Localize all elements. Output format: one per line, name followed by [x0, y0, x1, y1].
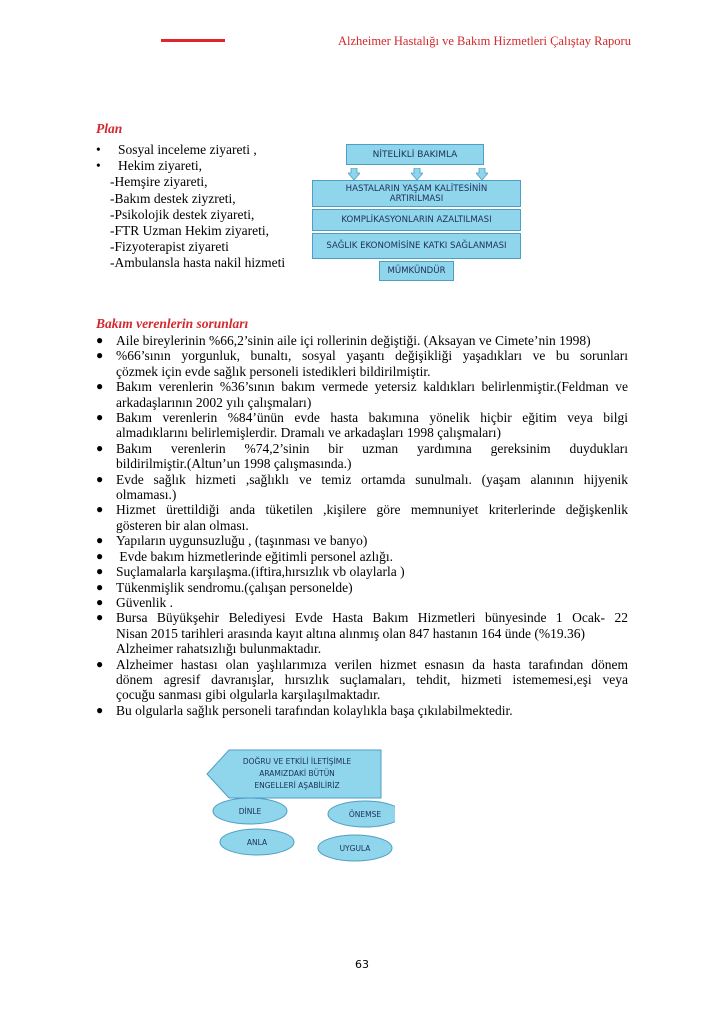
diagram-box-complications: KOMPLİKASYONLARIN AZALTILMASI — [312, 209, 521, 231]
diagram-box-quality: HASTALARIN YAŞAM KALİTESİNİN ARTIRILMASI — [312, 180, 521, 207]
diagram-box-economy: SAĞLIK EKONOMİSİNE KATKI SAĞLANMASI — [312, 233, 521, 259]
label-uygula: UYGULA — [339, 844, 371, 853]
diagram-top-box: NİTELİKLİ BAKIMLA — [346, 144, 484, 165]
list-item: ● Alzheimer hastası olan yaşlılarımıza verilen hizmet esnasın da hasta tarafından dönem dönem agresif davranışlar, hırsızlık suçlamaları, tehdit, hizmeti istememesi,eşi veya çocuğu sanması gibi olgularla karşılaşılmaktadır. — [96, 656, 628, 703]
list-item: ● Evde bakım hizmetlerinde eğitimli personel azlığı. — [96, 548, 394, 564]
list-item: ● Evde sağlık hizmeti ,sağlıklı ve temiz ortamda sunulmalı. (yaşam alanının hijyenik olmaması.) — [96, 471, 628, 503]
page-number: 63 — [355, 958, 369, 971]
label-anla: ANLA — [246, 838, 268, 847]
list-item: ● Bu olgularla sağlık personeli tarafından kolaylıkla başa çıkılabilmektedir. — [96, 702, 513, 718]
list-item: -Hemşire ziyareti, — [110, 174, 208, 190]
list-item: -FTR Uzman Hekim ziyareti, — [110, 222, 269, 238]
label-dinle: DİNLE — [238, 807, 262, 816]
plan-list — [96, 142, 285, 272]
list-item: ● Tükenmişlik sendromu.(çalışan personelde) — [96, 579, 353, 595]
plan-heading: Plan — [96, 121, 123, 136]
header-rule — [161, 39, 225, 42]
list-item: ● Güvenlik . — [96, 594, 173, 610]
callout-line-3: ENGELLERİ AŞABİLİRİZ — [254, 781, 340, 790]
callout-line-1: DOĞRU VE ETKİLİ İLETİŞİMLE — [242, 757, 352, 766]
list-item: • Sosyal inceleme ziyareti , — [96, 142, 257, 157]
down-arrow-icon — [476, 168, 488, 180]
list-item: • Hekim ziyareti, — [96, 158, 202, 174]
running-header: Alzheimer Hastalığı ve Bakım Hizmetleri Çalıştay Raporu — [338, 34, 631, 48]
list-item: -Fizyoterapist ziyareti — [110, 239, 229, 255]
down-arrow-icon — [348, 168, 360, 180]
problems-list — [94, 333, 628, 718]
list-item: -Bakım destek ziyzreti, — [110, 190, 236, 206]
list-item: -Ambulansla hasta nakil hizmeti — [110, 255, 286, 271]
list-item: ● Bakım verenlerin %74,2’sinin bir uzman yardımına gereksinim duydukları bildirilmiştir.(Altun’un 1998 çalışmasında.) — [96, 440, 628, 472]
down-arrow-icon — [411, 168, 423, 180]
list-item: -Psikolojik destek ziyareti, — [110, 206, 255, 222]
list-item: ● Aile bireylerinin %66,2’sinin aile içi rollerinin değiştiği. (Aksayan ve Cimete’nin 1998) — [96, 333, 591, 348]
list-item: ● Yapıların uygunsuzluğu , (taşınması ve banyo) — [96, 533, 368, 549]
problems-heading: Bakım verenlerin sorunları — [96, 316, 249, 331]
list-item: ● Bakım verenlerin %36’sının bakım vermede yetersiz kaldıkları belirlenmiştir.(Feldman ve arkadaşlarının 2002 yılı çalışmaları) — [96, 379, 628, 410]
list-item: ● Suçlamalarla karşılaşma.(iftira,hırsızlık vb olaylarla ) — [96, 564, 405, 580]
callout-line-2: ARAMIZDAKİ BÜTÜN — [259, 769, 335, 778]
list-item: ● Bakım verenlerin %84’ünün evde hasta bakımına yönelik hiçbir eğitim veya bilgi almadıklarını belirlemişlerdir. Dramalı ve arkadaşları 1998 çalışmaları) — [96, 410, 628, 441]
label-onemse: ÖNEMSE — [348, 810, 382, 819]
list-item: ● Bursa Büyükşehir Belediyesi Evde Hasta Bakım Hizmetleri bünyesinde 1 Ocak- 22 Nisan 2015 tarihleri arasında kayıt altına alınmış olan 847 hastanın 164 ünde (%19.36) Alzheimer rahatsızlığı bulunmaktadır. — [96, 610, 628, 657]
list-item: ● Hizmet ürettildiği anda tüketilen ,kişilere göre memnuniyet kriterlerinde değişkenlik gösteren bir alan olması. — [96, 502, 628, 533]
communication-diagram — [205, 748, 395, 878]
diagram-box-possible: MÜMKÜNDÜR — [379, 261, 454, 281]
list-item: ● %66’sının yorgunluk, bunaltı, sosyal yaşantı değişikliği yaşadıkları ve bu sorunları çözmek için evde sağlık personeli istedikleri bildirilmiştir. — [96, 348, 628, 379]
